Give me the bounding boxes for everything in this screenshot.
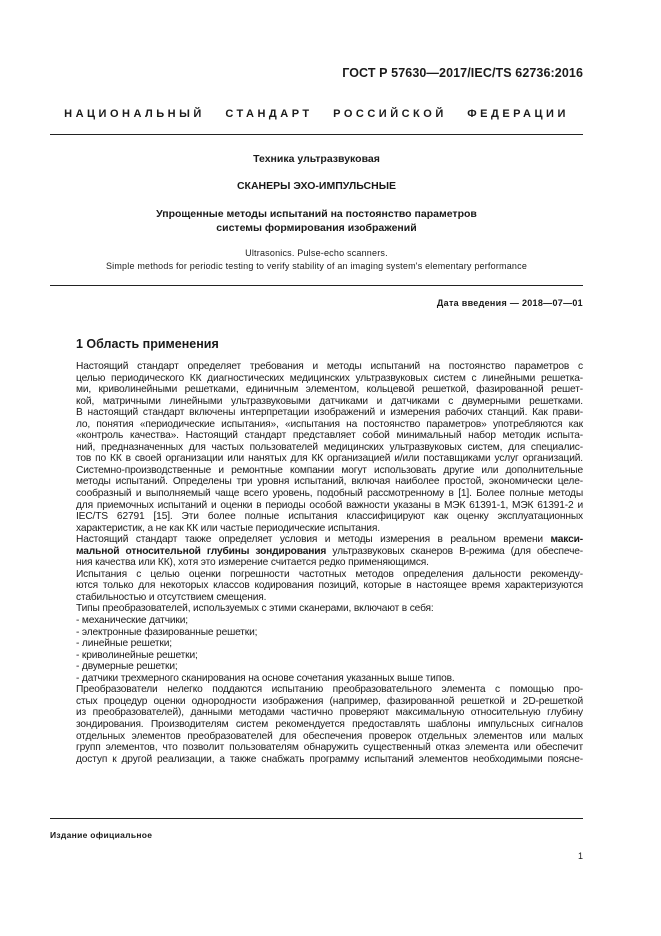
text-line [76, 546, 583, 558]
text-line: ний, предназначенных для частых пользователей медицинских ультразвуковых систем, для специалис- [76, 441, 583, 453]
text-line: сообразный и выполняемый чаще всего уровень, подобный рассмотренному в [1]. Более полные методы [76, 488, 583, 500]
text-line: стых процедур оценки однородности изображения (например, фазированной решеткой и 2D-решеткой [76, 695, 583, 707]
national-standard-banner: НАЦИОНАЛЬНЫЙ СТАНДАРТ РОССИЙСКОЙ ФЕДЕРАЦИИ [64, 108, 569, 120]
text-line: характеристик, а не как КК или частые периодические испытания. [76, 522, 380, 534]
text-line: «контроль качества». Настоящий стандарт представляет собой минимальный набор методик испыта- [76, 430, 583, 442]
text-line: целью периодического КК диагностических медицинских ультразвуковых систем с линейными решетка- [76, 372, 583, 384]
official-edition: Издание официальное [50, 830, 153, 840]
transducer-list [76, 603, 583, 684]
text-line: IEC/TS 62791 [15]. Эти более полные испытания классифицируют как оценку эксплуатационных [76, 511, 583, 523]
paragraph-scope [76, 361, 583, 534]
subtitle-line-2: системы формирования изображений [216, 222, 417, 234]
subtitle-line-1: Упрощенные методы испытаний на постоянство параметров [156, 208, 477, 220]
text-line: доступ к другой реализации, а также снабжать программу испытаний элементов необходимыми поясне- [76, 753, 583, 765]
text-line: Системно-производственные и ремонтные компании могут использовать другие или дополнительные [76, 464, 583, 476]
top-divider [50, 134, 583, 135]
list-item: - криволинейные решетки; [76, 649, 198, 661]
paragraph-depth [76, 534, 583, 569]
text-line: отдельных элементов преобразователей для обеспечения проверок отдельных элементов или малых [76, 730, 583, 742]
text-fragment: ультразвуковых сканеров В-режима (для обеспече- [332, 545, 583, 557]
list-item: - двумерные решетки; [76, 661, 178, 673]
subject-line: Техника ультразвуковая [253, 153, 380, 165]
list-item: - механические датчики; [76, 615, 188, 627]
text-line: Преобразователи нелегко поддаются испытанию преобразовательного элемента с помощью про- [76, 684, 583, 696]
text-line: ми, криволинейными решетками, единичным элементом, кольцевой решеткой, фазированной решет- [76, 384, 583, 396]
list-item: - электронные фазированные решетки; [76, 626, 258, 638]
footer-divider [50, 818, 583, 819]
page-number: 1 [577, 851, 583, 861]
text-line: для приемочных испытаний и оценки в периоды особой важности указаны в МЭК 61391-1, МЭК 61391-2 и [76, 499, 583, 511]
english-title-line-2: Simple methods for periodic testing to verify stability of an imaging system's elementary performance [105, 261, 528, 271]
text-line: методы испытаний. Определены три уровня испытаний, включая наиболее простой, экономически целе- [76, 476, 583, 488]
text-line: из преобразователей), данными методами частично проверяют максимальную относительную глубину [76, 707, 583, 719]
bold-term: мальной относительной глубины зондирования [76, 545, 327, 557]
introduction-date: Дата введения — 2018—07—01 [436, 298, 583, 308]
english-title-line-1: Ultrasonics. Pulse-echo scanners. [245, 248, 388, 258]
document-code: ГОСТ Р 57630—2017/IEC/TS 62736:2016 [342, 66, 583, 80]
text-line: Настоящий стандарт определяет требования и методы испытаний на постоянство параметров с [76, 361, 583, 372]
list-item: - датчики трехмерного сканирования на основе сочетания указанных выше типов. [76, 672, 455, 684]
list-intro: Типы преобразователей, используемых с этими сканерами, включают в себя: [76, 603, 434, 615]
text-line: ло, понятия «периодические испытания», «испытания на постоянство параметров» употребляются как [76, 418, 583, 430]
text-fragment: Настоящий стандарт также определяет условия и методы измерения в реальном времени [76, 534, 543, 546]
text-line: В настоящий стандарт включены интерпретации изображений и измерения рабочих станций. Как прави- [76, 407, 583, 419]
text-line: зондирования. Производителям систем рекомендуется предоставлять шаблоны импульсных сигналов [76, 718, 583, 730]
bold-term: макси- [550, 534, 583, 546]
text-line [76, 534, 583, 546]
paragraph-elements [76, 684, 583, 765]
text-line: тов по КК в своей организации или нанятых для КК организацией и/или поставщиками услуг организаций. [76, 453, 583, 465]
paragraph-range [76, 569, 583, 604]
section-heading: 1 Область применения [76, 337, 219, 351]
title-divider [50, 285, 583, 286]
text-line: кой, матричными линейными ультразвуковыми датчиками и датчиками с двумерными решетками. [76, 395, 583, 407]
section-body [76, 361, 583, 765]
text-line: Испытания с целью оценки погрешности частотных методов определения дальности рекоменду- [76, 568, 583, 580]
text-line: ются только для некоторых классов кодирования позиций, которые в настоящее время характеризуются [76, 580, 583, 592]
text-line: групп элементов, что позволит пользователям обнаружить существенный отказ элемента или обеспечит [76, 742, 583, 754]
list-item: - линейные решетки; [76, 638, 172, 650]
text-line: ния качества или КК), хотя это измерение считается редко применяющимся. [76, 557, 429, 569]
document-title: СКАНЕРЫ ЭХО-ИМПУЛЬСНЫЕ [236, 180, 397, 192]
text-line: стабильностью и отсутствием смещения. [76, 591, 267, 603]
document-subtitle [50, 207, 583, 235]
